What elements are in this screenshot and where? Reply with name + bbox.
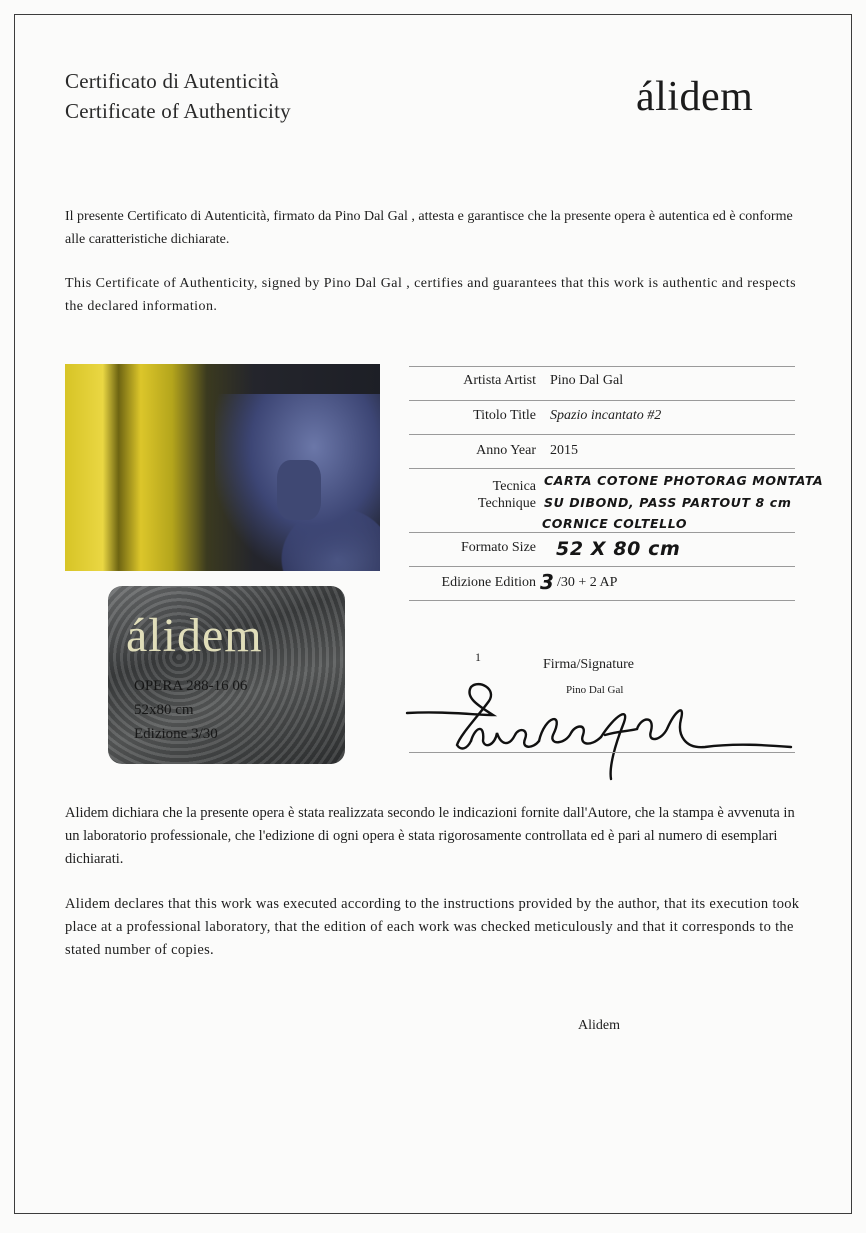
intro-italian: Il presente Certificato di Autenticità, firmato da Pino Dal Gal , attesta e garantisce che la presente opera è autentica ed è conforme alle caratteristiche dichiarate.	[65, 209, 793, 247]
format-label: Formato Size	[460, 540, 536, 555]
artwork-photo	[65, 364, 380, 571]
closing-signature: Alidem	[578, 1018, 620, 1033]
edition-label: Edizione Edition	[441, 575, 536, 590]
handwritten-signature	[405, 675, 795, 785]
hologram-size: 52x80 cm	[134, 702, 194, 718]
artist-value: Pino Dal Gal	[550, 373, 624, 388]
signature-mark: 1	[475, 650, 481, 664]
signer-name: Pino Dal Gal	[566, 684, 624, 696]
table-rule	[409, 566, 795, 567]
title-label: Titolo Title	[473, 408, 536, 423]
hologram-edition: Edizione 3/30	[134, 726, 218, 742]
year-value: 2015	[550, 443, 578, 458]
signature-rule	[409, 752, 795, 753]
artist-label: Artista Artist	[463, 373, 536, 388]
declaration-english: Alidem declares that this work was executed according to the instructions provided by the author, that its execution took place at a professional laboratory, that the edition of each work was checked meticulously and that it corresponds to the stated number of copies.	[65, 896, 800, 958]
technique-label-english: Technique	[477, 496, 536, 511]
table-rule	[409, 468, 795, 469]
table-rule	[409, 400, 795, 401]
format-value: 52 X 80 cm	[556, 538, 681, 560]
edition-handwritten-number: 3	[540, 570, 555, 594]
technique-line-1: CARTA COTONE PHOTORAG MONTATA	[544, 473, 824, 488]
technique-line-2: SU DIBOND, PASS PARTOUT 8 cm	[544, 495, 792, 510]
signature-label: Firma/Signature	[543, 657, 634, 672]
title-italian: Certificato di Autenticità	[65, 69, 279, 93]
table-rule	[409, 434, 795, 435]
table-rule	[409, 600, 795, 601]
edition-printed: /30 + 2 AP	[557, 575, 618, 590]
statue-neck	[277, 460, 321, 520]
hologram-sticker	[108, 586, 345, 764]
table-rule	[409, 532, 795, 533]
hologram-logo: álidem	[126, 609, 263, 662]
certificate-heading	[65, 66, 291, 126]
title-english: Certificate of Authenticity	[65, 99, 291, 123]
intro-english: This Certificate of Authenticity, signed by Pino Dal Gal , certifies and guarantees that this work is authentic and respects the declared information.	[65, 276, 796, 314]
year-label: Anno Year	[476, 443, 536, 458]
title-value: Spazio incantato #2	[550, 408, 662, 423]
technique-label-italian: Tecnica	[492, 479, 536, 494]
technique-line-3: CORNICE COLTELLO	[542, 516, 688, 531]
alidem-logo: álidem	[636, 74, 754, 120]
hologram-opera-number: OPERA 288-16 06	[134, 678, 248, 694]
table-rule	[409, 366, 795, 367]
declaration-italian: Alidem dichiara che la presente opera è stata realizzata secondo le indicazioni fornite dall'Autore, che la stampa è avvenuta in un laboratorio professionale, che l'edizione di ogni opera è stata rigorosamente controllata ed è pari al numero di esemplari dichiarati.	[65, 805, 795, 867]
